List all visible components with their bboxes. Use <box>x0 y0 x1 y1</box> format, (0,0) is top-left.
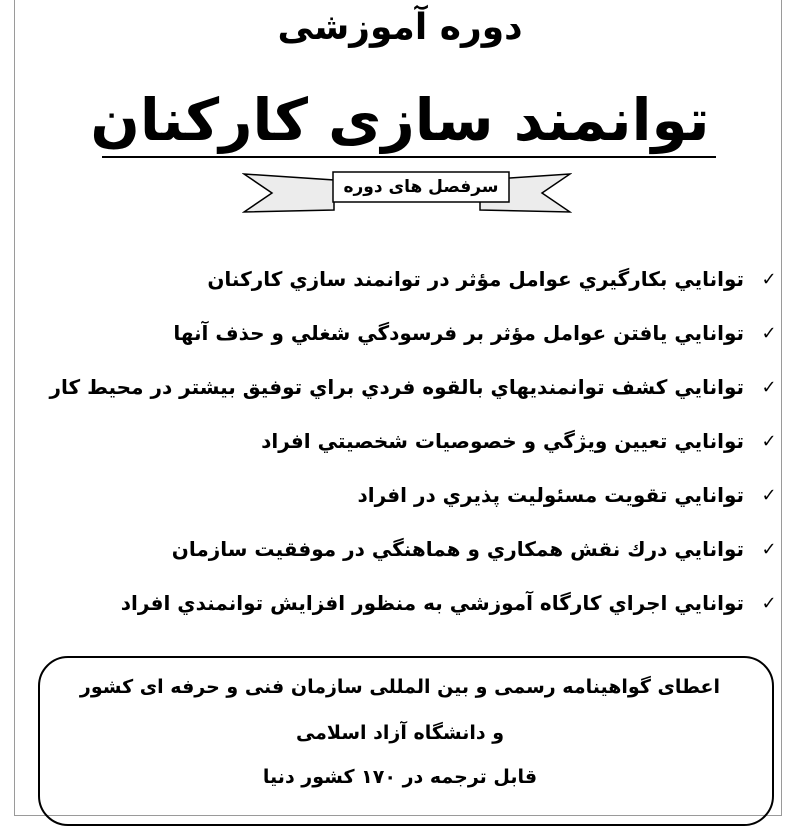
list-item <box>20 252 780 306</box>
course-type-heading: دوره آموزشی <box>277 7 523 48</box>
certificate-line-2: و دانشگاه آزاد اسلامی <box>295 722 505 744</box>
check-icon: ✓ <box>761 430 777 452</box>
title-underline <box>102 156 716 158</box>
banner-label: سرفصل های دوره <box>343 177 499 197</box>
check-icon: ✓ <box>761 376 777 398</box>
list-item <box>20 468 780 522</box>
certificate-line-3: قابل ترجمه در ۱۷۰ کشور دنیا <box>262 766 538 788</box>
check-icon: ✓ <box>761 592 777 614</box>
course-title: توانمند سازی کارکنان <box>90 86 710 154</box>
list-item-text: توانايي بكارگيري عوامل مؤثر در توانمند سازي كاركنان <box>207 267 744 291</box>
certificate-line-1: اعطای گواهینامه رسمی و بین المللی سازمان فنی و حرفه ای کشور <box>79 676 721 698</box>
list-item-text: توانايي درك نقش همكاري و هماهنگي در موفقيت سازمان <box>171 537 744 561</box>
check-icon: ✓ <box>761 268 777 290</box>
topics-list <box>20 252 780 630</box>
list-item <box>20 414 780 468</box>
ribbon-tail-left <box>244 174 334 212</box>
list-item <box>20 360 780 414</box>
list-item-text: توانايي يافتن عوامل مؤثر بر فرسودگي شغلي و حذف آنها <box>173 321 744 345</box>
list-item-text: توانايي تعيين ويژگي و خصوصيات شخصيتي افراد <box>261 429 744 453</box>
list-item-text: توانايي كشف توانمنديهاي بالقوه فردي براي توفيق بيشتر در محيط كار <box>49 375 744 399</box>
check-icon: ✓ <box>761 538 777 560</box>
check-icon: ✓ <box>761 484 777 506</box>
list-item-text: توانايي تقويت مسئوليت پذيري در افراد <box>357 483 744 507</box>
list-item <box>20 306 780 360</box>
list-item <box>20 522 780 576</box>
list-item-text: توانايي اجراي كارگاه آموزشي به منظور افزايش توانمندي افراد <box>120 591 744 615</box>
check-icon: ✓ <box>761 322 777 344</box>
list-item <box>20 576 780 630</box>
